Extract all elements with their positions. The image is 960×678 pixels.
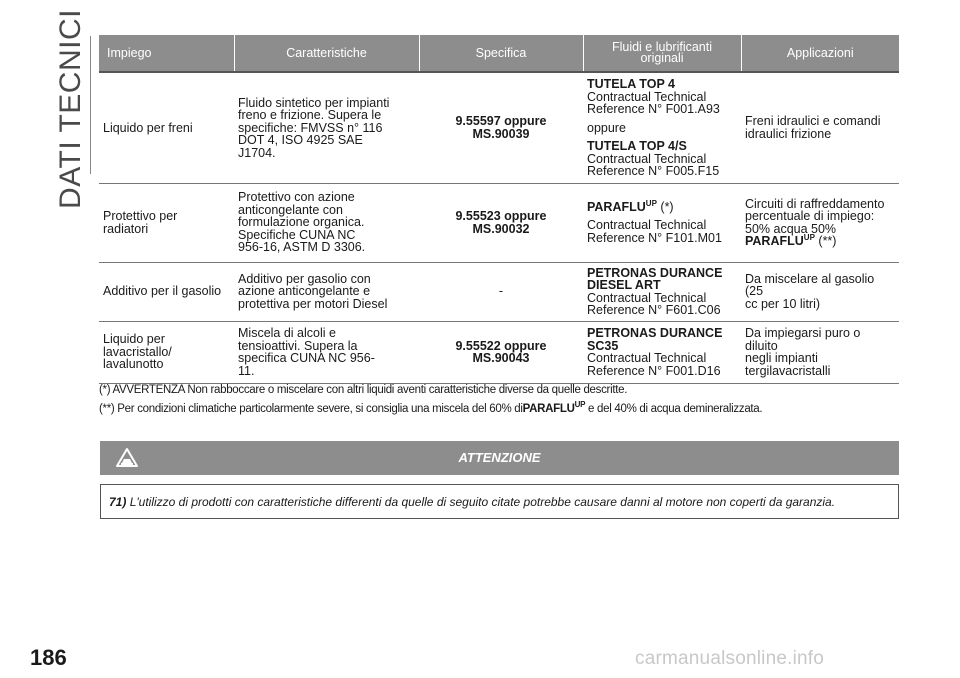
table-footnotes xyxy=(99,384,899,422)
fluids-specification-table xyxy=(99,35,899,384)
cell-specifica: - xyxy=(419,262,583,321)
text-line: idraulici frizione xyxy=(745,126,832,141)
page-number: 186 xyxy=(30,645,67,670)
text-line: Reference N° F001.D16 xyxy=(587,363,721,378)
text-line: Contractual Technical xyxy=(587,151,707,166)
text-line: protettiva per motori Diesel xyxy=(238,296,388,311)
text-line: 9.55523 oppure xyxy=(455,209,547,223)
text-line: Contractual Technical xyxy=(587,290,707,305)
cell-fluidi xyxy=(583,183,741,262)
text-line: Freni idraulici e comandi xyxy=(745,114,881,129)
text-line: 9.55597 oppure xyxy=(455,114,547,129)
text-line: tergilavacristalli xyxy=(745,363,831,378)
footnote-mark: (**) xyxy=(818,234,837,248)
text-line: formulazione organica. xyxy=(238,215,365,230)
text-line: oppure xyxy=(587,120,626,135)
table-header-row xyxy=(99,35,899,72)
product-name: TUTELA TOP 4 xyxy=(587,77,675,91)
text-line: Da impiegarsi puro o diluito xyxy=(745,326,861,353)
header-fluidi-line1: Fluidi e lubrificanti xyxy=(611,40,713,54)
table-row xyxy=(99,262,899,321)
cell-caratteristiche xyxy=(234,262,419,321)
brand-name: PARAFLU xyxy=(587,199,646,214)
text-line: tensioattivi. Supera la xyxy=(238,338,358,353)
cell-fluidi xyxy=(583,321,741,383)
warning-box xyxy=(100,484,899,519)
text-line: Protettivo per xyxy=(103,209,178,223)
text-line: 9.55522 oppure xyxy=(455,338,547,353)
text-line: Reference N° F005.F15 xyxy=(587,164,720,178)
text-line: negli impianti xyxy=(745,351,818,365)
product-name: PETRONAS DURANCE xyxy=(587,326,723,340)
table-row xyxy=(99,183,899,262)
brand-name: PARAFLU xyxy=(745,234,804,248)
text-line: Circuiti di raffreddamento xyxy=(745,196,885,211)
text-line: specifica CUNA NC 956- xyxy=(238,351,375,365)
text-line: Specifiche CUNA NC xyxy=(238,227,356,242)
text-line: lavacristallo/ xyxy=(103,344,172,359)
cell-fluidi xyxy=(583,72,741,183)
text-line: Liquido per xyxy=(103,332,165,347)
text-line: freno e frizione. Supera le xyxy=(238,108,382,122)
cell-applicazioni xyxy=(741,262,899,321)
product-name xyxy=(587,198,737,214)
text-line: Miscela di alcoli e xyxy=(238,326,336,340)
product-name: PETRONAS DURANCE xyxy=(587,265,723,280)
cell-impiego: Additivo per il gasolio xyxy=(99,262,234,321)
footnote-2 xyxy=(99,400,899,415)
table-row xyxy=(99,321,899,383)
warning-title: ATTENZIONE xyxy=(458,450,541,465)
warning-body: L'utilizzo di prodotti con caratteristiche differenti da quelle di seguito citate potrebbe causare danni al motore non coperti da garanzia. xyxy=(129,495,836,509)
footnote-text: (**) Per condizioni climatiche particolarmente severe, si consiglia una miscela del 60% di xyxy=(99,403,523,415)
cell-applicazioni xyxy=(741,72,899,183)
text-line: specifiche: FMVSS n° 116 xyxy=(238,120,383,135)
text-line: 50% acqua 50% xyxy=(745,221,837,236)
cell-fluidi xyxy=(583,262,741,321)
text-line: MS.90039 xyxy=(472,126,530,141)
text-line: Additivo per gasolio con xyxy=(238,271,371,286)
warning-text xyxy=(109,495,835,509)
cell-specifica xyxy=(419,321,583,383)
footnote-text: e del 40% di acqua demineralizzata. xyxy=(588,403,763,415)
text-line: azione anticongelante e xyxy=(238,284,371,299)
text-line: MS.90043 xyxy=(472,351,530,365)
header-specifica: Specifica xyxy=(419,35,583,72)
header-caratteristiche: Caratteristiche xyxy=(234,35,419,72)
brand-sup: UP xyxy=(645,198,657,208)
cell-applicazioni xyxy=(741,183,899,262)
cell-specifica xyxy=(419,72,583,183)
warning-header xyxy=(100,441,899,475)
header-fluidi-line2: originali xyxy=(640,51,684,65)
cell-impiego xyxy=(99,321,234,383)
chapter-title-text: DATI TECNICI xyxy=(54,9,87,209)
text-line: radiatori xyxy=(103,221,149,236)
product-name: TUTELA TOP 4/S xyxy=(587,139,687,153)
product-name xyxy=(745,232,895,248)
cell-specifica xyxy=(419,183,583,262)
text-line: anticongelante con xyxy=(238,202,343,217)
text-line: cc per 10 litri) xyxy=(745,296,821,311)
text-line: Fluido sintetico per impianti xyxy=(238,95,390,110)
text-line: J1704. xyxy=(238,145,276,160)
watermark: carmanualsonline.info xyxy=(635,648,825,669)
text-line: Contractual Technical xyxy=(587,218,707,233)
cell-caratteristiche xyxy=(234,321,419,383)
text-line: Reference N° F101.M01 xyxy=(587,230,722,245)
header-fluidi xyxy=(583,35,741,72)
chapter-title xyxy=(54,9,88,209)
brand-sup: UP xyxy=(803,232,815,242)
text-line: 11. xyxy=(238,363,255,378)
cell-impiego xyxy=(99,183,234,262)
table-row xyxy=(99,72,899,183)
text-line: Da miscelare al gasolio (25 xyxy=(745,271,875,299)
product-name: SC35 xyxy=(587,338,619,353)
header-applicazioni: Applicazioni xyxy=(741,35,899,72)
footnote-mark: (*) xyxy=(660,199,674,214)
warning-number: 71) xyxy=(109,495,127,509)
footnote-1: (*) AVVERTENZA Non rabboccare o miscelare con altri liquidi aventi caratteristiche diverse da quelle descritte. xyxy=(99,384,628,396)
cell-caratteristiche xyxy=(234,183,419,262)
text-line: percentuale di impiego: xyxy=(745,209,875,223)
brand-sup: UP xyxy=(574,400,586,410)
cell-impiego: Liquido per freni xyxy=(99,72,234,183)
text-line: Reference N° F001.A93 xyxy=(587,102,720,116)
text-line: DOT 4, ISO 4925 SAE xyxy=(238,133,363,147)
text-line: lavalunotto xyxy=(103,357,164,372)
product-name: DIESEL ART xyxy=(587,278,661,292)
chapter-divider xyxy=(90,36,91,174)
text-line: 956-16, ASTM D 3306. xyxy=(238,240,366,255)
cell-applicazioni xyxy=(741,321,899,383)
text-line: Protettivo con azione xyxy=(238,190,355,205)
text-line: MS.90032 xyxy=(472,221,530,236)
header-impiego: Impiego xyxy=(99,35,234,72)
text-line: Reference N° F601.C06 xyxy=(587,303,721,317)
brand-name: PARAFLU xyxy=(522,403,575,415)
cell-caratteristiche xyxy=(234,72,419,183)
text-line: Contractual Technical xyxy=(587,89,707,104)
text-line: Contractual Technical xyxy=(587,351,707,365)
